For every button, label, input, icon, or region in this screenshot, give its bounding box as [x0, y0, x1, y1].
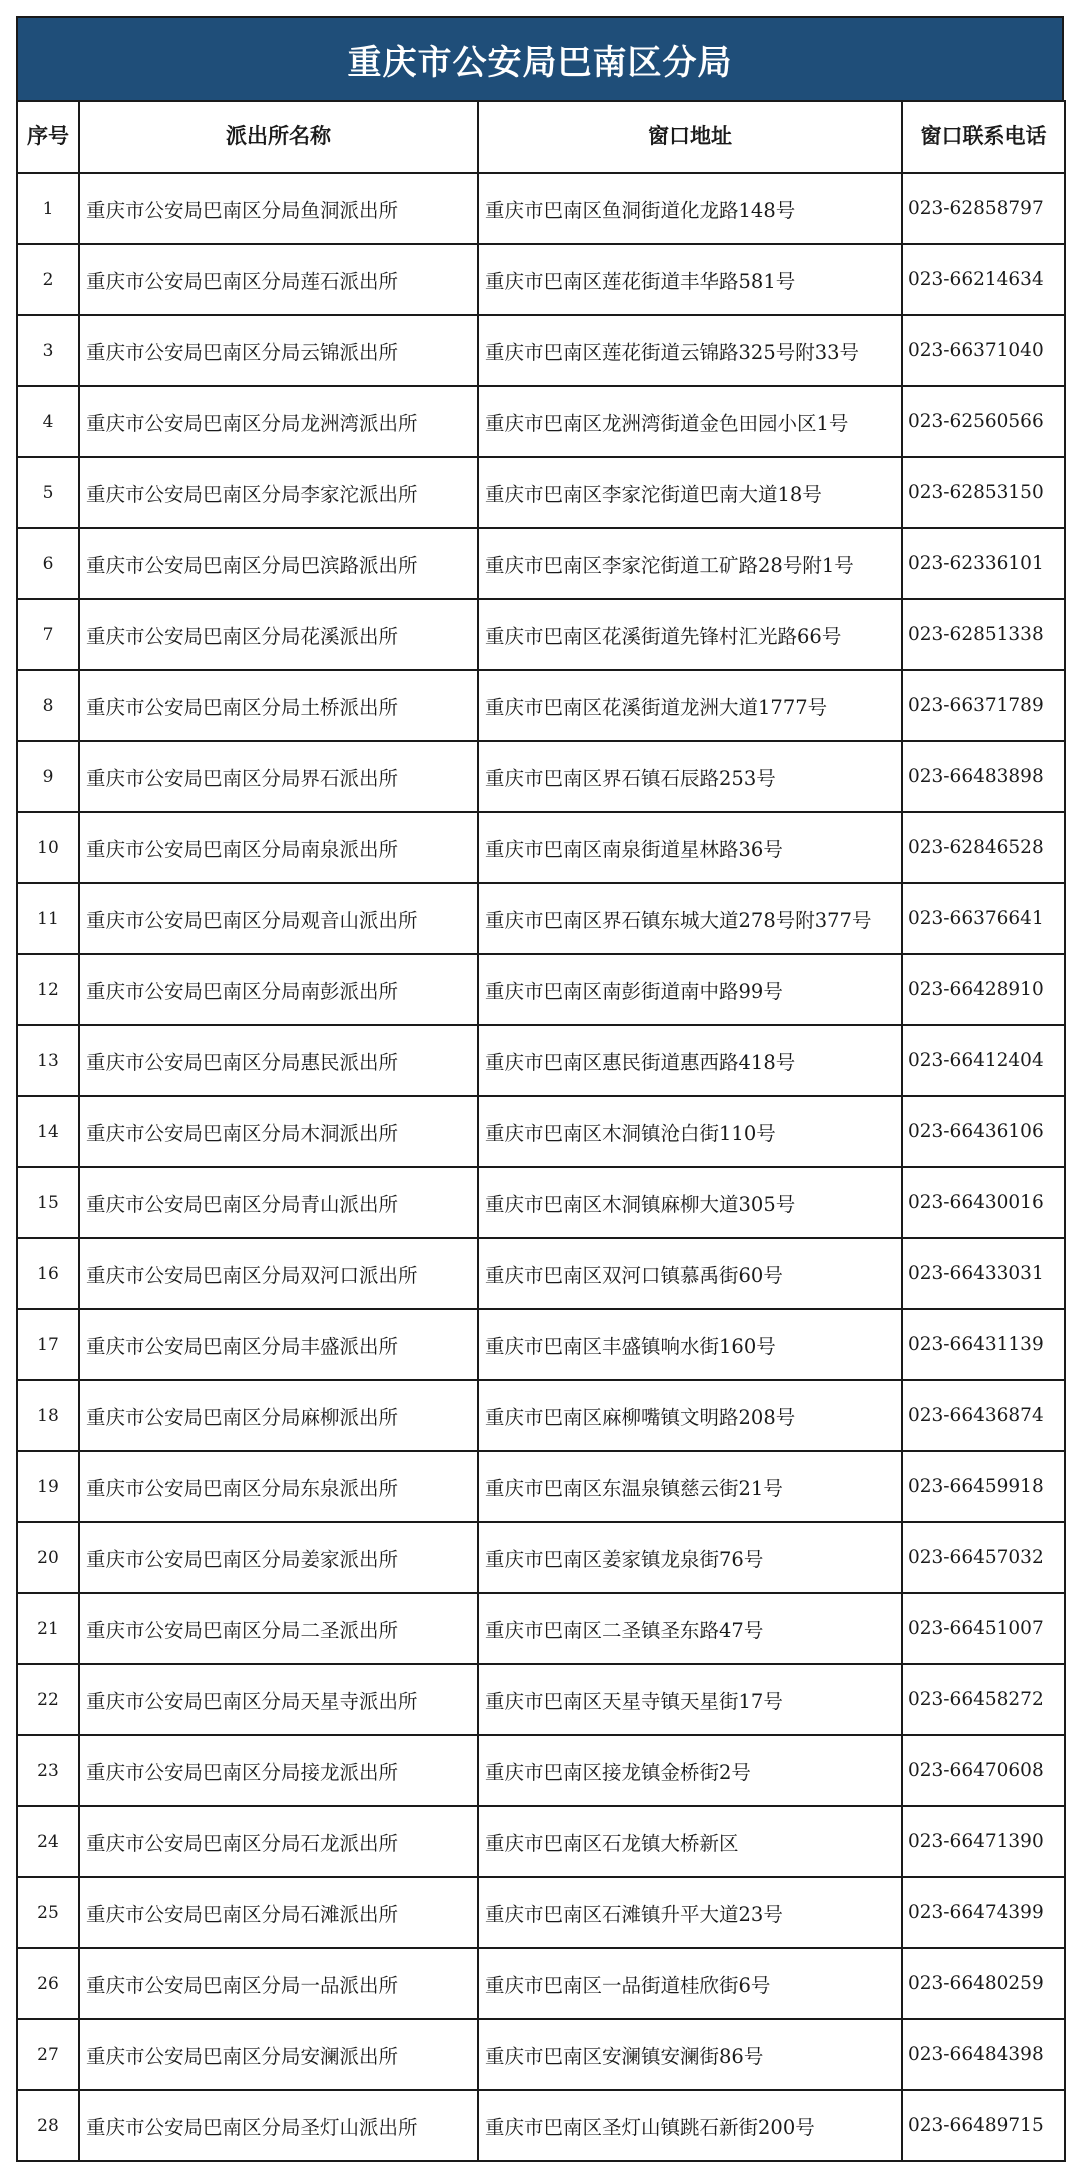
- table-header-row: [17, 101, 1065, 173]
- table-row: [17, 1380, 1065, 1451]
- row-station-name: 重庆市公安局巴南区分局丰盛派出所: [79, 1309, 478, 1380]
- header-window-phone: 窗口联系电话: [902, 101, 1065, 173]
- row-station-name: 重庆市公安局巴南区分局东泉派出所: [79, 1451, 478, 1522]
- row-address: 重庆市巴南区李家沱街道巴南大道18号: [478, 457, 902, 528]
- row-index: 9: [17, 741, 79, 812]
- row-index: 17: [17, 1309, 79, 1380]
- row-phone: 023-62858797: [902, 173, 1065, 244]
- row-station-name: 重庆市公安局巴南区分局龙洲湾派出所: [79, 386, 478, 457]
- row-address: 重庆市巴南区麻柳嘴镇文明路208号: [478, 1380, 902, 1451]
- row-index: 7: [17, 599, 79, 670]
- table-row: [17, 1877, 1065, 1948]
- row-phone: 023-62560566: [902, 386, 1065, 457]
- row-station-name: 重庆市公安局巴南区分局鱼洞派出所: [79, 173, 478, 244]
- police-station-table: [16, 100, 1066, 2162]
- row-phone: 023-66371040: [902, 315, 1065, 386]
- row-index: 10: [17, 812, 79, 883]
- row-index: 25: [17, 1877, 79, 1948]
- row-index: 19: [17, 1451, 79, 1522]
- table-row: [17, 528, 1065, 599]
- row-phone: 023-66412404: [902, 1025, 1065, 1096]
- row-address: 重庆市巴南区李家沱街道工矿路28号附1号: [478, 528, 902, 599]
- row-phone: 023-66371789: [902, 670, 1065, 741]
- row-phone: 023-66471390: [902, 1806, 1065, 1877]
- row-phone: 023-66433031: [902, 1238, 1065, 1309]
- table-row: [17, 2090, 1065, 2161]
- row-phone: 023-66480259: [902, 1948, 1065, 2019]
- row-station-name: 重庆市公安局巴南区分局惠民派出所: [79, 1025, 478, 1096]
- table-row: [17, 457, 1065, 528]
- table-row: [17, 1948, 1065, 2019]
- row-address: 重庆市巴南区东温泉镇慈云街21号: [478, 1451, 902, 1522]
- row-index: 1: [17, 173, 79, 244]
- row-phone: 023-62336101: [902, 528, 1065, 599]
- row-index: 6: [17, 528, 79, 599]
- header-station-name: 派出所名称: [79, 101, 478, 173]
- header-window-address: 窗口地址: [478, 101, 902, 173]
- row-index: 26: [17, 1948, 79, 2019]
- table-row: [17, 1451, 1065, 1522]
- row-phone: 023-66431139: [902, 1309, 1065, 1380]
- row-station-name: 重庆市公安局巴南区分局云锦派出所: [79, 315, 478, 386]
- row-index: 18: [17, 1380, 79, 1451]
- row-station-name: 重庆市公安局巴南区分局土桥派出所: [79, 670, 478, 741]
- page-title: 重庆市公安局巴南区分局: [16, 16, 1064, 100]
- table-row: [17, 1025, 1065, 1096]
- row-station-name: 重庆市公安局巴南区分局麻柳派出所: [79, 1380, 478, 1451]
- row-index: 3: [17, 315, 79, 386]
- row-index: 16: [17, 1238, 79, 1309]
- row-station-name: 重庆市公安局巴南区分局双河口派出所: [79, 1238, 478, 1309]
- row-station-name: 重庆市公安局巴南区分局石滩派出所: [79, 1877, 478, 1948]
- row-phone: 023-66436106: [902, 1096, 1065, 1167]
- table-row: [17, 954, 1065, 1025]
- row-index: 13: [17, 1025, 79, 1096]
- row-phone: 023-66376641: [902, 883, 1065, 954]
- row-address: 重庆市巴南区莲花街道丰华路581号: [478, 244, 902, 315]
- row-index: 22: [17, 1664, 79, 1735]
- row-address: 重庆市巴南区安澜镇安澜街86号: [478, 2019, 902, 2090]
- row-address: 重庆市巴南区丰盛镇响水街160号: [478, 1309, 902, 1380]
- row-index: 21: [17, 1593, 79, 1664]
- row-phone: 023-66458272: [902, 1664, 1065, 1735]
- row-index: 28: [17, 2090, 79, 2161]
- row-address: 重庆市巴南区木洞镇麻柳大道305号: [478, 1167, 902, 1238]
- row-station-name: 重庆市公安局巴南区分局安澜派出所: [79, 2019, 478, 2090]
- row-address: 重庆市巴南区天星寺镇天星街17号: [478, 1664, 902, 1735]
- row-address: 重庆市巴南区花溪街道先锋村汇光路66号: [478, 599, 902, 670]
- row-index: 2: [17, 244, 79, 315]
- row-address: 重庆市巴南区惠民街道惠西路418号: [478, 1025, 902, 1096]
- row-address: 重庆市巴南区南泉街道星林路36号: [478, 812, 902, 883]
- table-row: [17, 599, 1065, 670]
- row-phone: 023-66430016: [902, 1167, 1065, 1238]
- row-address: 重庆市巴南区界石镇东城大道278号附377号: [478, 883, 902, 954]
- table-body: [17, 173, 1065, 2161]
- table-row: [17, 244, 1065, 315]
- row-address: 重庆市巴南区圣灯山镇跳石新街200号: [478, 2090, 902, 2161]
- row-phone: 023-62851338: [902, 599, 1065, 670]
- row-address: 重庆市巴南区二圣镇圣东路47号: [478, 1593, 902, 1664]
- row-phone: 023-66459918: [902, 1451, 1065, 1522]
- table-row: [17, 812, 1065, 883]
- table-row: [17, 2019, 1065, 2090]
- row-station-name: 重庆市公安局巴南区分局接龙派出所: [79, 1735, 478, 1806]
- row-station-name: 重庆市公安局巴南区分局南泉派出所: [79, 812, 478, 883]
- table-row: [17, 1593, 1065, 1664]
- table-row: [17, 1664, 1065, 1735]
- row-index: 27: [17, 2019, 79, 2090]
- row-station-name: 重庆市公安局巴南区分局二圣派出所: [79, 1593, 478, 1664]
- row-phone: 023-66483898: [902, 741, 1065, 812]
- row-station-name: 重庆市公安局巴南区分局莲石派出所: [79, 244, 478, 315]
- row-index: 15: [17, 1167, 79, 1238]
- table-row: [17, 883, 1065, 954]
- row-station-name: 重庆市公安局巴南区分局一品派出所: [79, 1948, 478, 2019]
- table-row: [17, 1309, 1065, 1380]
- row-address: 重庆市巴南区接龙镇金桥街2号: [478, 1735, 902, 1806]
- row-station-name: 重庆市公安局巴南区分局界石派出所: [79, 741, 478, 812]
- row-phone: 023-62846528: [902, 812, 1065, 883]
- table-row: [17, 670, 1065, 741]
- row-index: 11: [17, 883, 79, 954]
- row-index: 20: [17, 1522, 79, 1593]
- row-phone: 023-66451007: [902, 1593, 1065, 1664]
- row-station-name: 重庆市公安局巴南区分局石龙派出所: [79, 1806, 478, 1877]
- row-station-name: 重庆市公安局巴南区分局南彭派出所: [79, 954, 478, 1025]
- table-row: [17, 1735, 1065, 1806]
- row-address: 重庆市巴南区南彭街道南中路99号: [478, 954, 902, 1025]
- row-station-name: 重庆市公安局巴南区分局花溪派出所: [79, 599, 478, 670]
- row-address: 重庆市巴南区花溪街道龙洲大道1777号: [478, 670, 902, 741]
- row-station-name: 重庆市公安局巴南区分局圣灯山派出所: [79, 2090, 478, 2161]
- row-address: 重庆市巴南区龙洲湾街道金色田园小区1号: [478, 386, 902, 457]
- row-address: 重庆市巴南区鱼洞街道化龙路148号: [478, 173, 902, 244]
- row-index: 12: [17, 954, 79, 1025]
- row-address: 重庆市巴南区双河口镇慕禹街60号: [478, 1238, 902, 1309]
- row-address: 重庆市巴南区木洞镇沧白街110号: [478, 1096, 902, 1167]
- row-index: 24: [17, 1806, 79, 1877]
- row-phone: 023-62853150: [902, 457, 1065, 528]
- row-index: 5: [17, 457, 79, 528]
- table-row: [17, 173, 1065, 244]
- row-index: 8: [17, 670, 79, 741]
- row-index: 4: [17, 386, 79, 457]
- row-address: 重庆市巴南区姜家镇龙泉街76号: [478, 1522, 902, 1593]
- row-address: 重庆市巴南区石龙镇大桥新区: [478, 1806, 902, 1877]
- table-row: [17, 1238, 1065, 1309]
- row-phone: 023-66457032: [902, 1522, 1065, 1593]
- table-row: [17, 1096, 1065, 1167]
- table-row: [17, 386, 1065, 457]
- row-index: 14: [17, 1096, 79, 1167]
- row-address: 重庆市巴南区莲花街道云锦路325号附33号: [478, 315, 902, 386]
- row-station-name: 重庆市公安局巴南区分局观音山派出所: [79, 883, 478, 954]
- table-row: [17, 741, 1065, 812]
- table-row: [17, 1806, 1065, 1877]
- row-phone: 023-66428910: [902, 954, 1065, 1025]
- police-station-sheet: [16, 16, 1064, 2162]
- row-phone: 023-66470608: [902, 1735, 1065, 1806]
- row-station-name: 重庆市公安局巴南区分局天星寺派出所: [79, 1664, 478, 1735]
- row-index: 23: [17, 1735, 79, 1806]
- row-address: 重庆市巴南区石滩镇升平大道23号: [478, 1877, 902, 1948]
- row-phone: 023-66436874: [902, 1380, 1065, 1451]
- row-station-name: 重庆市公安局巴南区分局木洞派出所: [79, 1096, 478, 1167]
- row-station-name: 重庆市公安局巴南区分局姜家派出所: [79, 1522, 478, 1593]
- row-phone: 023-66489715: [902, 2090, 1065, 2161]
- row-address: 重庆市巴南区一品街道桂欣街6号: [478, 1948, 902, 2019]
- row-address: 重庆市巴南区界石镇石辰路253号: [478, 741, 902, 812]
- row-phone: 023-66214634: [902, 244, 1065, 315]
- table-row: [17, 315, 1065, 386]
- row-phone: 023-66484398: [902, 2019, 1065, 2090]
- row-station-name: 重庆市公安局巴南区分局李家沱派出所: [79, 457, 478, 528]
- row-station-name: 重庆市公安局巴南区分局青山派出所: [79, 1167, 478, 1238]
- table-row: [17, 1167, 1065, 1238]
- row-station-name: 重庆市公安局巴南区分局巴滨路派出所: [79, 528, 478, 599]
- table-row: [17, 1522, 1065, 1593]
- row-phone: 023-66474399: [902, 1877, 1065, 1948]
- header-index: 序号: [17, 101, 79, 173]
